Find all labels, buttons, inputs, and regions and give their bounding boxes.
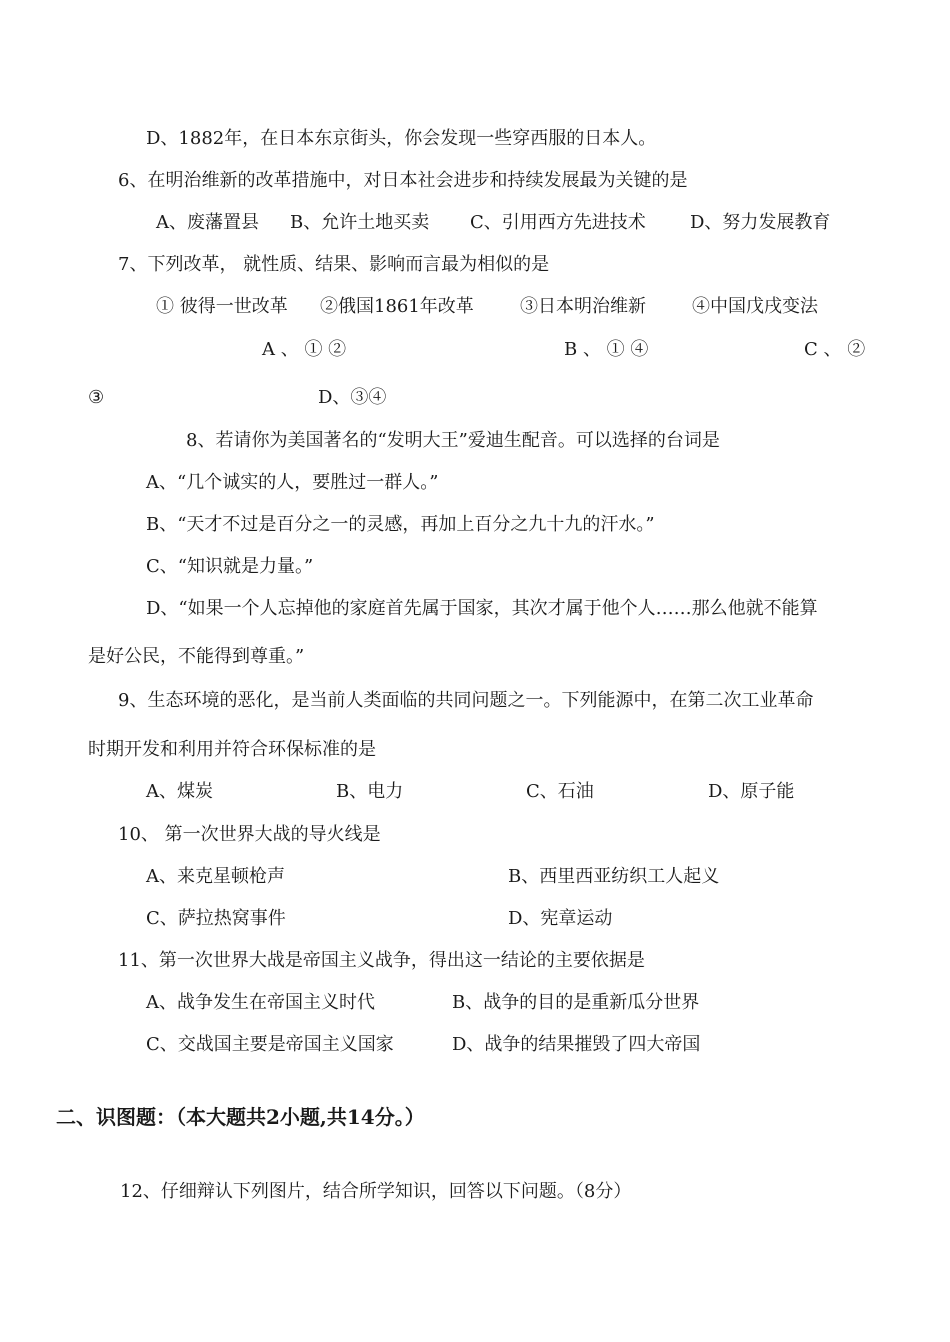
- q11-stem: 11、第一次世界大战是帝国主义战争，得出这一结论的主要依据是: [118, 950, 645, 971]
- q6-option-b: B、允许土地买卖: [290, 212, 430, 233]
- q8-option-d-cont: 是好公民，不能得到尊重。”: [88, 646, 305, 667]
- q10-option-d: D、宪章运动: [508, 908, 613, 929]
- q10-option-a: A、来克星顿枪声: [146, 866, 285, 887]
- q7-option-c-cont: ③: [88, 387, 105, 408]
- q7-stem: 7、下列改革， 就性质、结果、影响而言最为相似的是: [118, 254, 550, 275]
- q7-option-d: D、③④: [318, 387, 387, 408]
- q10-stem: 10、 第一次世界大战的导火线是: [118, 824, 381, 845]
- q5-option-d: D、1882年，在日本东京街头，你会发现一些穿西服的日本人。: [146, 128, 657, 149]
- q8-stem: 8、若请你为美国著名的“发明大王”爱迪生配音。可以选择的台词是: [186, 430, 720, 451]
- q6-stem: 6、在明治维新的改革措施中，对日本社会进步和持续发展最为关键的是: [118, 170, 688, 191]
- q8-option-c: C、“知识就是力量。”: [146, 556, 314, 577]
- q7-item-2: ②俄国1861年改革: [320, 296, 474, 317]
- q7-item-1: ① 彼得一世改革: [156, 296, 288, 317]
- q12-stem: 12、仔细辩认下列图片，结合所学知识，回答以下问题。（8分）: [120, 1181, 632, 1202]
- q11-option-d: D、战争的结果摧毁了四大帝国: [452, 1034, 701, 1055]
- q8-option-a: A、“几个诚实的人，要胜过一群人。”: [146, 472, 439, 493]
- q9-stem: 9、生态环境的恶化，是当前人类面临的共同问题之一。下列能源中，在第二次工业革命: [118, 690, 814, 711]
- q6-option-d: D、努力发展教育: [690, 212, 831, 233]
- section-2-heading: 二、识图题：（本大题共2小题,共14分。）: [56, 1105, 425, 1129]
- q7-item-4: ④中国戊戌变法: [692, 296, 818, 317]
- q11-option-c: C、交战国主要是帝国主义国家: [146, 1034, 394, 1055]
- q7-item-3: ③日本明治维新: [520, 296, 646, 317]
- q9-option-c: C、石油: [526, 781, 594, 802]
- q8-option-d: D、“如果一个人忘掉他的家庭首先属于国家，其次才属于他个人……那么他就不能算: [146, 598, 818, 619]
- q9-stem-cont: 时期开发和利用并符合环保标准的是: [88, 739, 376, 760]
- q7-option-b: B 、 ① ④: [564, 339, 649, 360]
- q8-option-b: B、“天才不过是百分之一的灵感，再加上百分之九十九的汗水。”: [146, 514, 655, 535]
- q9-option-a: A、煤炭: [146, 781, 213, 802]
- q11-option-b: B、战争的目的是重新瓜分世界: [452, 992, 700, 1013]
- q6-option-a: A、废藩置县: [156, 212, 259, 233]
- q10-option-c: C、萨拉热窝事件: [146, 908, 286, 929]
- q7-option-c: C 、 ②: [804, 339, 866, 360]
- q11-option-a: A、战争发生在帝国主义时代: [146, 992, 375, 1013]
- q9-option-b: B、电力: [336, 781, 404, 802]
- q6-option-c: C、引用西方先进技术: [470, 212, 646, 233]
- q7-option-a: A 、 ① ②: [262, 339, 347, 360]
- q9-option-d: D、原子能: [708, 781, 795, 802]
- q10-option-b: B、西里西亚纺织工人起义: [508, 866, 720, 887]
